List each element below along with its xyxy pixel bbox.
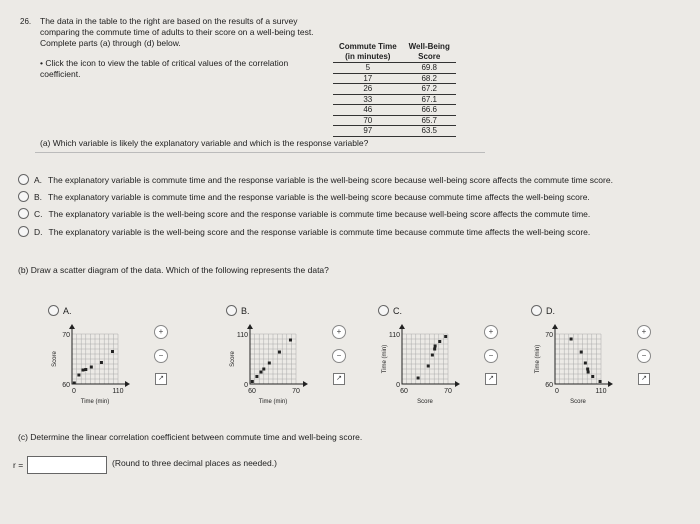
commute-time-cell: 97 bbox=[333, 126, 403, 137]
radio-button[interactable] bbox=[18, 191, 29, 202]
table-row bbox=[333, 63, 456, 74]
data-point bbox=[262, 368, 265, 371]
scatter-option-c bbox=[372, 322, 472, 414]
well-being-cell: 68.2 bbox=[403, 73, 456, 84]
axis-label-x-right: 110 bbox=[112, 388, 124, 395]
axes bbox=[555, 326, 611, 384]
zoom-out-icon[interactable]: − bbox=[332, 349, 346, 363]
axis-label-y-top: 110 bbox=[236, 332, 248, 339]
axis-label-x-right: 70 bbox=[292, 388, 300, 395]
radio-button[interactable] bbox=[18, 226, 29, 237]
data-point bbox=[591, 375, 594, 378]
data-point bbox=[100, 361, 103, 364]
zoom-in-icon[interactable]: + bbox=[154, 325, 168, 339]
x-axis-arrow bbox=[303, 381, 308, 387]
axis-label-y-bottom: 60 bbox=[545, 382, 553, 389]
axis-label-x-left: 0 bbox=[72, 388, 76, 395]
table-row bbox=[333, 84, 456, 95]
part-b-option-a[interactable] bbox=[48, 305, 72, 316]
part-a-option-d[interactable] bbox=[18, 226, 590, 237]
axis-label-x-label: Time (min) bbox=[80, 399, 110, 405]
commute-time-cell: 33 bbox=[333, 94, 403, 105]
data-point bbox=[251, 380, 254, 383]
data-point bbox=[77, 374, 80, 377]
well-being-cell: 67.1 bbox=[403, 94, 456, 105]
data-point bbox=[417, 377, 420, 380]
external-link-icon[interactable]: ↗ bbox=[485, 373, 497, 385]
part-a-option-a[interactable] bbox=[18, 174, 613, 185]
option-letter: B. bbox=[34, 191, 43, 202]
table-header-wellbeing: Well-Being bbox=[408, 42, 450, 51]
axis-label-y-label: Time (min) bbox=[535, 344, 541, 374]
axis-label-y-bottom: 0 bbox=[396, 382, 400, 389]
data-point bbox=[73, 382, 76, 385]
info-icon[interactable]: • bbox=[40, 58, 43, 68]
data-point bbox=[260, 371, 263, 374]
zoom-in-icon[interactable]: + bbox=[332, 325, 346, 339]
axis-label-x-label: Score bbox=[570, 399, 586, 405]
data-point bbox=[584, 362, 587, 365]
x-axis-arrow bbox=[455, 381, 460, 387]
scatter-option-a bbox=[42, 322, 142, 414]
part-b-option-b[interactable] bbox=[226, 305, 250, 316]
table-row bbox=[333, 94, 456, 105]
axis-label-y-label: Time (min) bbox=[382, 344, 388, 374]
part-a-question: (a) Which variable is likely the explanatory variable and which is the response variable? bbox=[40, 138, 369, 148]
scatter-option-d bbox=[525, 322, 625, 414]
data-point bbox=[278, 351, 281, 354]
divider bbox=[35, 152, 485, 153]
zoom-out-icon[interactable]: − bbox=[484, 349, 498, 363]
data-point bbox=[434, 345, 437, 348]
well-being-cell: 66.6 bbox=[403, 105, 456, 116]
part-b-option-c[interactable] bbox=[378, 305, 402, 316]
axis-label-x-right: 70 bbox=[444, 388, 452, 395]
commute-time-cell: 46 bbox=[333, 105, 403, 116]
y-axis-arrow bbox=[69, 324, 75, 329]
commute-time-cell: 26 bbox=[333, 84, 403, 95]
well-being-cell: 65.7 bbox=[403, 115, 456, 126]
axis-label-x-left: 60 bbox=[248, 388, 256, 395]
table-row bbox=[333, 73, 456, 84]
y-axis-arrow bbox=[247, 324, 253, 329]
well-being-cell: 67.2 bbox=[403, 84, 456, 95]
data-point bbox=[427, 365, 430, 368]
option-text: The explanatory variable is the well-being score and the response variable is commute time because commute time affects the well-being score. bbox=[48, 226, 591, 237]
well-being-cell: 63.5 bbox=[403, 126, 456, 137]
external-link-icon[interactable]: ↗ bbox=[333, 373, 345, 385]
data-point bbox=[82, 369, 85, 372]
zoom-out-icon[interactable]: − bbox=[637, 349, 651, 363]
data-point bbox=[599, 380, 602, 383]
data-point bbox=[587, 371, 590, 374]
option-letter: C. bbox=[34, 208, 43, 219]
option-letter: D. bbox=[34, 226, 43, 237]
critical-values-tip[interactable] bbox=[40, 58, 325, 80]
option-text: The explanatory variable is commute time and the response variable is the well-being score because well-being score affects the commute time score. bbox=[48, 174, 613, 185]
data-point bbox=[431, 354, 434, 357]
y-axis-arrow bbox=[552, 324, 558, 329]
axis-label-x-left: 60 bbox=[400, 388, 408, 395]
y-axis-arrow bbox=[399, 324, 405, 329]
part-a-option-c[interactable] bbox=[18, 208, 590, 219]
axis-label-y-bottom: 60 bbox=[62, 382, 70, 389]
tip-text: Click the icon to view the table of critical values of the correlation coefficient. bbox=[40, 58, 289, 79]
data-point bbox=[289, 339, 292, 342]
option-letter: C. bbox=[393, 305, 402, 316]
option-text: The explanatory variable is the well-being score and the response variable is commute time because well-being score affects the commute time. bbox=[48, 208, 591, 219]
axes bbox=[402, 326, 458, 384]
data-point bbox=[111, 350, 114, 353]
axis-label-y-top: 110 bbox=[388, 332, 400, 339]
radio-button[interactable] bbox=[531, 305, 542, 316]
axis-label-y-label: Score bbox=[230, 351, 236, 367]
axis-label-x-right: 110 bbox=[595, 388, 607, 395]
table-header-commute: Commute Time bbox=[339, 42, 397, 51]
radio-button[interactable] bbox=[18, 208, 29, 219]
axis-label-x-label: Time (min) bbox=[258, 399, 288, 405]
axis-label-x-left: 0 bbox=[555, 388, 559, 395]
data-table bbox=[333, 42, 456, 137]
scatter-option-b bbox=[220, 322, 320, 414]
radio-button[interactable] bbox=[18, 174, 29, 185]
zoom-in-icon[interactable]: + bbox=[484, 325, 498, 339]
commute-time-cell: 5 bbox=[333, 63, 403, 74]
table-row bbox=[333, 115, 456, 126]
option-letter: A. bbox=[34, 174, 43, 185]
zoom-in-icon[interactable]: + bbox=[637, 325, 651, 339]
part-a-option-b[interactable] bbox=[18, 191, 590, 202]
r-answer-input[interactable] bbox=[27, 456, 107, 474]
part-b-option-d[interactable] bbox=[531, 305, 555, 316]
x-axis-arrow bbox=[608, 381, 613, 387]
commute-time-cell: 17 bbox=[333, 73, 403, 84]
x-axis-arrow bbox=[125, 381, 130, 387]
part-b-question: (b) Draw a scatter diagram of the data. Which of the following represents the data? bbox=[18, 265, 329, 275]
data-point bbox=[84, 368, 87, 371]
external-link-icon[interactable]: ↗ bbox=[155, 373, 167, 385]
axis-label-y-bottom: 0 bbox=[244, 382, 248, 389]
option-letter: B. bbox=[241, 305, 250, 316]
table-header-commute-unit: (in minutes) bbox=[333, 52, 403, 63]
table-row bbox=[333, 105, 456, 116]
data-point bbox=[570, 338, 573, 341]
question-number: 26. bbox=[20, 17, 32, 26]
data-point bbox=[268, 362, 271, 365]
axis-label-y-top: 70 bbox=[545, 332, 553, 339]
option-text: The explanatory variable is commute time and the response variable is the well-being score because commute time affects the well-being score. bbox=[48, 191, 590, 202]
table-header-wellbeing-unit: Score bbox=[403, 52, 456, 63]
axis-label-y-top: 70 bbox=[62, 332, 70, 339]
part-c-question: (c) Determine the linear correlation coefficient between commute time and well-being score. bbox=[18, 432, 363, 442]
option-letter: A. bbox=[63, 305, 72, 316]
radio-button[interactable] bbox=[48, 305, 59, 316]
data-point bbox=[90, 366, 93, 369]
data-point bbox=[255, 375, 258, 378]
radio-button[interactable] bbox=[378, 305, 389, 316]
zoom-out-icon[interactable]: − bbox=[154, 349, 168, 363]
r-label: r = bbox=[13, 460, 24, 470]
radio-button[interactable] bbox=[226, 305, 237, 316]
commute-time-cell: 70 bbox=[333, 115, 403, 126]
table-row bbox=[333, 126, 456, 137]
rounding-note: (Round to three decimal places as needed.) bbox=[112, 458, 277, 468]
data-point bbox=[433, 348, 436, 351]
axis-label-x-label: Score bbox=[417, 399, 433, 405]
external-link-icon[interactable]: ↗ bbox=[638, 373, 650, 385]
data-point bbox=[438, 340, 441, 343]
axis-label-y-label: Score bbox=[52, 351, 58, 367]
data-point bbox=[586, 368, 589, 371]
data-point bbox=[444, 335, 447, 338]
question-intro: The data in the table to the right are based on the results of a survey comparing the commute time of adults to their score on a well-being test. Complete parts (a) through (d) below. bbox=[40, 16, 314, 48]
option-letter: D. bbox=[546, 305, 555, 316]
well-being-cell: 69.8 bbox=[403, 63, 456, 74]
data-point bbox=[580, 351, 583, 354]
